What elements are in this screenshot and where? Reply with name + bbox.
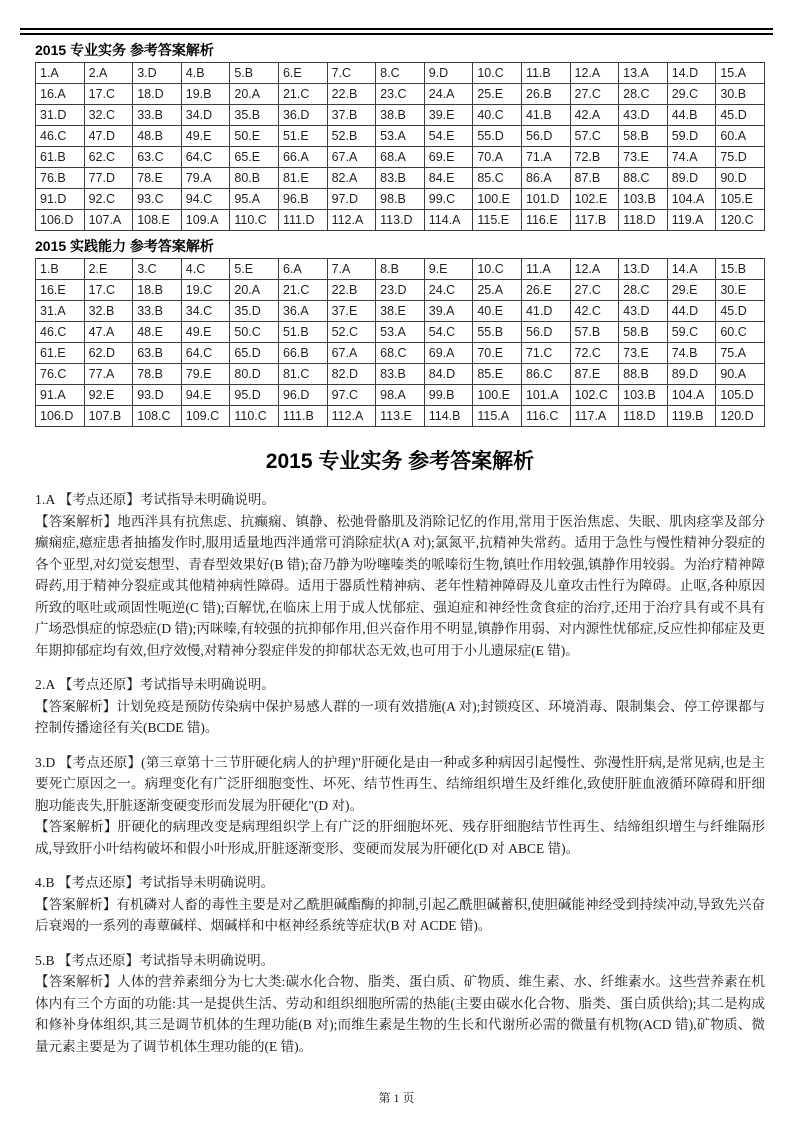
answer-cell: 51.B [278,322,327,343]
answer-cell: 57.B [570,322,619,343]
answer-cell: 75.D [716,147,765,168]
answer-cell: 82.A [327,168,376,189]
answer-cell: 13.D [619,259,668,280]
answer-cell: 109.A [181,210,230,231]
answer-row [36,364,765,385]
answer-cell: 119.A [667,210,716,231]
answer-cell: 83.B [376,364,425,385]
answer-cell: 1.A [36,63,85,84]
answer-cell: 28.C [619,280,668,301]
answer-cell: 62.C [84,147,133,168]
answer-cell: 3.C [133,259,182,280]
answer-cell: 80.B [230,168,279,189]
answer-cell: 92.E [84,385,133,406]
answer-cell: 9.D [424,63,473,84]
answer-cell: 22.B [327,84,376,105]
answer-cell: 36.D [278,105,327,126]
answer-cell: 109.C [181,406,230,427]
answer-cell: 2.A [84,63,133,84]
answer-cell: 104.A [667,385,716,406]
page-number: 第 1 页 [378,1091,415,1105]
answer-cell: 91.D [36,189,85,210]
answer-cell: 25.A [473,280,522,301]
answer-cell: 119.B [667,406,716,427]
answer-cell: 73.E [619,343,668,364]
answer-cell: 82.D [327,364,376,385]
answer-cell: 85.C [473,168,522,189]
answer-cell: 27.C [570,84,619,105]
answer-cell: 32.C [84,105,133,126]
answer-cell: 11.B [521,63,570,84]
answer-cell: 21.C [278,84,327,105]
answer-cell: 120.D [716,406,765,427]
answer-cell: 29.E [667,280,716,301]
answer-cell: 8.B [376,259,425,280]
question-number: 1.A [35,492,56,507]
answer-cell: 61.B [36,147,85,168]
answer-cell: 88.B [619,364,668,385]
answer-cell: 24.C [424,280,473,301]
answer-cell: 68.C [376,343,425,364]
explanation-kaodian-line [35,674,765,696]
answer-cell: 57.C [570,126,619,147]
answer-cell: 120.C [716,210,765,231]
answer-cell: 85.E [473,364,522,385]
answer-cell: 50.C [230,322,279,343]
answer-cell: 31.A [36,301,85,322]
answer-cell: 107.B [84,406,133,427]
answer-row [36,168,765,189]
answer-cell: 35.B [230,105,279,126]
answer-cell: 7.A [327,259,376,280]
answer-cell: 51.E [278,126,327,147]
answer-cell: 23.D [376,280,425,301]
answer-cell: 115.E [473,210,522,231]
answer-cell: 38.B [376,105,425,126]
answer-cell: 81.C [278,364,327,385]
answer-cell: 96.B [278,189,327,210]
answer-cell: 106.D [36,210,85,231]
answer-cell: 47.D [84,126,133,147]
answer-cell: 45.D [716,105,765,126]
answer-cell: 77.D [84,168,133,189]
answer-cell: 104.A [667,189,716,210]
question-number: 5.B [35,952,55,968]
answer-row [36,189,765,210]
answer-cell: 15.B [716,259,765,280]
answer-cell: 47.A [84,322,133,343]
explanation-item-1 [35,489,765,661]
answer-cell: 96.D [278,385,327,406]
section2-answer-table [35,258,765,427]
answer-cell: 83.B [376,168,425,189]
answer-cell: 16.E [36,280,85,301]
header-rule [20,28,773,35]
answer-cell: 117.B [570,210,619,231]
answer-cell: 26.B [521,84,570,105]
answer-cell: 115.A [473,406,522,427]
answer-cell: 74.B [667,343,716,364]
kaodian-text: 【考点还原】考试指导未明确说明。 [58,677,275,692]
question-number: 2.A [35,677,56,692]
answer-cell: 5.B [230,63,279,84]
answer-cell: 26.E [521,280,570,301]
answer-cell: 103.B [619,189,668,210]
answer-cell: 37.E [327,301,376,322]
jiexi-text: 【答案解析】地西泮具有抗焦虑、抗癫痫、镇静、松弛骨骼肌及消除记忆的作用,常用于医治焦虑、失眠、肌肉痉挛及部分癫痫症,癔症患者抽搐发作时,服用适量地西泮通常可消除症状(A 对);氯氮平,抗精神失常药。适用于急性与慢性精神分裂症的各个亚型,对幻觉妄想型、青春型效果好(B 错);奋乃静为吩噻嗪类的哌嗪衍生物,镇吐作用较强,镇静作用较弱。为治疗精神障碍药,用于精神分裂症或其他精神病性障碍。适用于器质性精神病、老年性精神障碍及儿童攻击性行为障碍。止呕,各种原因所致的呕吐或顽固性呃逆(C 错);百解忧,在临床上用于成人忧郁症、强迫症和神经性贪食症的治疗,还用于治疗具有或不具有广场恐惧症的惊恐症(D 错);丙咪嗪,有较强的抗抑郁作用,但兴奋作用不明显,镇静作用弱、对内源性忧郁症,反应性抑郁症及更年期抑郁症均有效,但疗效慢,对精神分裂症伴发的抑郁状态无效,也可用于小儿遗尿症(E 错)。 [35,513,765,658]
answer-cell: 110.C [230,406,279,427]
answer-cell: 106.D [36,406,85,427]
answer-cell: 80.D [230,364,279,385]
answer-cell: 81.E [278,168,327,189]
answer-cell: 86.A [521,168,570,189]
answer-cell: 58.B [619,322,668,343]
answer-cell: 19.B [181,84,230,105]
answer-cell: 107.A [84,210,133,231]
answer-cell: 41.B [521,105,570,126]
answer-cell: 31.D [36,105,85,126]
answer-cell: 24.A [424,84,473,105]
answer-cell: 45.D [716,301,765,322]
answer-cell: 12.A [570,259,619,280]
answer-cell: 36.A [278,301,327,322]
answer-cell: 60.A [716,126,765,147]
answer-cell: 42.C [570,301,619,322]
answer-cell: 74.A [667,147,716,168]
answer-cell: 117.A [570,406,619,427]
answer-cell: 111.D [278,210,327,231]
answer-cell: 43.D [619,105,668,126]
explanation-item-2 [35,674,765,739]
answer-cell: 116.C [521,406,570,427]
answer-cell: 108.E [133,210,182,231]
answer-cell: 59.D [667,126,716,147]
answer-cell: 61.E [36,343,85,364]
explanation-kaodian-line [35,489,765,511]
answer-cell: 86.C [521,364,570,385]
answer-cell: 98.A [376,385,425,406]
answer-cell: 93.C [133,189,182,210]
answer-cell: 41.D [521,301,570,322]
section1-heading: 2015 专业实务 参考答案解析 [35,42,214,58]
answer-cell: 116.E [521,210,570,231]
answer-cell: 64.C [181,343,230,364]
answer-cell: 95.D [230,385,279,406]
answer-cell: 43.D [619,301,668,322]
answer-cell: 18.D [133,84,182,105]
answer-cell: 63.C [133,147,182,168]
answer-cell: 33.B [133,301,182,322]
explanation-kaodian-line [35,752,765,817]
answer-cell: 48.E [133,322,182,343]
answer-cell: 40.C [473,105,522,126]
answer-cell: 49.E [181,126,230,147]
answer-cell: 79.A [181,168,230,189]
answer-cell: 49.E [181,322,230,343]
answer-cell: 48.B [133,126,182,147]
answer-cell: 16.A [36,84,85,105]
answer-cell: 67.A [327,147,376,168]
answer-cell: 20.A [230,280,279,301]
answer-cell: 21.C [278,280,327,301]
answer-cell: 10.C [473,63,522,84]
answer-cell: 97.D [327,189,376,210]
answer-cell: 56.D [521,322,570,343]
answer-cell: 46.C [36,126,85,147]
answer-cell: 42.A [570,105,619,126]
answer-cell: 105.D [716,385,765,406]
answer-cell: 23.C [376,84,425,105]
answer-cell: 29.C [667,84,716,105]
answer-cell: 103.B [619,385,668,406]
explanations-list [35,489,765,1057]
question-number: 3.D [35,754,56,770]
answer-cell: 77.A [84,364,133,385]
answer-cell: 56.D [521,126,570,147]
answer-cell: 101.A [521,385,570,406]
answer-cell: 14.A [667,259,716,280]
answer-cell: 111.B [278,406,327,427]
answer-cell: 69.A [424,343,473,364]
answer-row [36,301,765,322]
explanation-item-4 [35,872,765,937]
answer-cell: 93.D [133,385,182,406]
answer-cell: 94.C [181,189,230,210]
answer-cell: 94.E [181,385,230,406]
answer-cell: 44.B [667,105,716,126]
answer-cell: 30.B [716,84,765,105]
answer-row [36,84,765,105]
answer-cell: 78.B [133,364,182,385]
answer-cell: 55.B [473,322,522,343]
answer-cell: 105.E [716,189,765,210]
answer-cell: 87.E [570,364,619,385]
answer-row [36,280,765,301]
explanation-item-3 [35,752,765,860]
answer-cell: 113.E [376,406,425,427]
answer-cell: 97.C [327,385,376,406]
answer-cell: 50.E [230,126,279,147]
answer-row [36,126,765,147]
answer-cell: 67.A [327,343,376,364]
answer-cell: 102.C [570,385,619,406]
answer-row [36,63,765,84]
answer-cell: 75.A [716,343,765,364]
answer-cell: 110.C [230,210,279,231]
answer-cell: 84.D [424,364,473,385]
answer-cell: 72.B [570,147,619,168]
answer-cell: 114.B [424,406,473,427]
answer-cell: 79.E [181,364,230,385]
answer-cell: 18.B [133,280,182,301]
answer-cell: 13.A [619,63,668,84]
answer-cell: 1.B [36,259,85,280]
answer-cell: 87.B [570,168,619,189]
jiexi-text: 【答案解析】计划免疫是预防传染病中保护易感人群的一项有效措施(A 对);封锁疫区、环境消毒、限制集会、停工停课都与控制传播途径有关(BCDE 错)。 [35,698,765,735]
answer-cell: 46.C [36,322,85,343]
answer-cell: 84.E [424,168,473,189]
answer-cell: 108.C [133,406,182,427]
explanation-item-5 [35,950,765,1058]
main-title: 2015 专业实务 参考答案解析 [265,450,535,473]
answer-cell: 11.A [521,259,570,280]
answer-row [36,322,765,343]
answer-cell: 40.E [473,301,522,322]
answer-cell: 99.B [424,385,473,406]
answer-cell: 98.B [376,189,425,210]
answer-cell: 118.D [619,210,668,231]
answer-cell: 8.C [376,63,425,84]
answer-cell: 54.E [424,126,473,147]
answer-cell: 2.E [84,259,133,280]
answer-cell: 35.D [230,301,279,322]
answer-cell: 3.D [133,63,182,84]
answer-cell: 90.A [716,364,765,385]
answer-cell: 64.C [181,147,230,168]
jiexi-text: 【答案解析】肝硬化的病理改变是病理组织学上有广泛的肝细胞坏死、残存肝细胞结节性再生、结缔组织增生与纤维隔形成,导致肝小叶结构破坏和假小叶形成,肝脏逐渐变形、变硬而发展为肝硬化(D 对 ABCE 错)。 [35,819,765,856]
answer-cell: 6.E [278,63,327,84]
answer-cell: 52.C [327,322,376,343]
answer-cell: 4.C [181,259,230,280]
answer-cell: 100.E [473,189,522,210]
answer-cell: 25.E [473,84,522,105]
answer-cell: 34.C [181,301,230,322]
answer-cell: 12.A [570,63,619,84]
answer-row [36,385,765,406]
answer-cell: 99.C [424,189,473,210]
section2-heading: 2015 实践能力 参考答案解析 [35,238,214,254]
answer-cell: 112.A [327,406,376,427]
answer-cell: 52.B [327,126,376,147]
answer-cell: 113.D [376,210,425,231]
answer-cell: 30.E [716,280,765,301]
answer-cell: 37.B [327,105,376,126]
answer-row [36,210,765,231]
answer-cell: 72.C [570,343,619,364]
answer-cell: 66.B [278,343,327,364]
answer-cell: 118.D [619,406,668,427]
answer-cell: 5.E [230,259,279,280]
answer-cell: 90.D [716,168,765,189]
answer-cell: 62.D [84,343,133,364]
answer-cell: 91.A [36,385,85,406]
answer-cell: 73.E [619,147,668,168]
answer-cell: 20.A [230,84,279,105]
jiexi-text: 【答案解析】人体的营养素细分为七大类:碳水化合物、脂类、蛋白质、矿物质、维生素、水、纤维素水。这些营养素在机体内有三个方面的功能:其一是提供生活、劳动和组织细胞所需的热能(主要由碳水化合物、脂类、蛋白质供给);其二是构成和修补身体组织,其三是调节机体的生理功能(B 对);而维生素是生物的生长和代谢所必需的微量有机物(ACD 错),矿物质、微量元素主要是为了调节机体生理功能的(E 错)。 [35,974,765,1054]
answer-cell: 88.C [619,168,668,189]
answer-cell: 19.C [181,280,230,301]
answer-cell: 58.B [619,126,668,147]
answer-cell: 9.E [424,259,473,280]
answer-cell: 14.D [667,63,716,84]
answer-cell: 55.D [473,126,522,147]
answer-cell: 15.A [716,63,765,84]
answer-cell: 89.D [667,364,716,385]
answer-cell: 60.C [716,322,765,343]
answer-cell: 27.C [570,280,619,301]
answer-cell: 92.C [84,189,133,210]
answer-cell: 114.A [424,210,473,231]
answer-cell: 44.D [667,301,716,322]
answer-cell: 34.D [181,105,230,126]
answer-cell: 10.C [473,259,522,280]
answer-row [36,343,765,364]
answer-cell: 70.A [473,147,522,168]
answer-cell: 39.E [424,105,473,126]
answer-cell: 76.B [36,168,85,189]
answer-cell: 70.E [473,343,522,364]
answer-cell: 4.B [181,63,230,84]
answer-cell: 17.C [84,280,133,301]
answer-cell: 53.A [376,126,425,147]
answer-cell: 33.B [133,105,182,126]
question-number: 4.B [35,875,55,890]
answer-cell: 100.E [473,385,522,406]
answer-row [36,147,765,168]
answer-cell: 71.C [521,343,570,364]
answer-cell: 101.D [521,189,570,210]
answer-cell: 71.A [521,147,570,168]
answer-cell: 95.A [230,189,279,210]
answer-cell: 39.A [424,301,473,322]
answer-cell: 28.C [619,84,668,105]
kaodian-text: 【考点还原】(第三章第十三节肝硬化病人的护理)"肝硬化是由一种或多种病因引起慢性、弥漫性肝病,是常见病,也是主要死亡原因之一。病理变化有广泛肝细胞变性、坏死、结节性再生、结缔组织增生及纤维化,致使肝脏血液循环障碍和肝细胞功能丧失,肝脏逐渐变硬变形而发展为肝硬化"(D 对)。 [35,754,765,813]
kaodian-text: 【考点还原】考试指导未明确说明。 [58,952,275,968]
answer-cell: 102.E [570,189,619,210]
answer-row [36,105,765,126]
answer-cell: 69.E [424,147,473,168]
answer-cell: 68.A [376,147,425,168]
answer-cell: 17.C [84,84,133,105]
answer-cell: 112.A [327,210,376,231]
explanation-kaodian-line [35,950,765,972]
answer-cell: 7.C [327,63,376,84]
answer-cell: 65.E [230,147,279,168]
answer-cell: 53.A [376,322,425,343]
answer-cell: 59.C [667,322,716,343]
answer-cell: 78.E [133,168,182,189]
explanation-kaodian-line [35,872,765,894]
kaodian-text: 【考点还原】考试指导未明确说明。 [58,875,275,890]
answer-row [36,259,765,280]
section1-answer-table [35,62,765,231]
answer-cell: 65.D [230,343,279,364]
answer-cell: 63.B [133,343,182,364]
jiexi-text: 【答案解析】有机磷对人畜的毒性主要是对乙酰胆碱酯酶的抑制,引起乙酰胆碱蓄积,使胆碱能神经受到持续冲动,导致先兴奋后衰竭的一系列的毒蕈碱样、烟碱样和中枢神经系统等症状(B 对 ACDE 错)。 [35,896,765,933]
answer-cell: 54.C [424,322,473,343]
answer-cell: 38.E [376,301,425,322]
answer-cell: 32.B [84,301,133,322]
answer-row [36,406,765,427]
kaodian-text: 【考点还原】考试指导未明确说明。 [58,492,275,507]
answer-cell: 76.C [36,364,85,385]
answer-cell: 22.B [327,280,376,301]
answer-cell: 66.A [278,147,327,168]
answer-cell: 6.A [278,259,327,280]
answer-cell: 89.D [667,168,716,189]
